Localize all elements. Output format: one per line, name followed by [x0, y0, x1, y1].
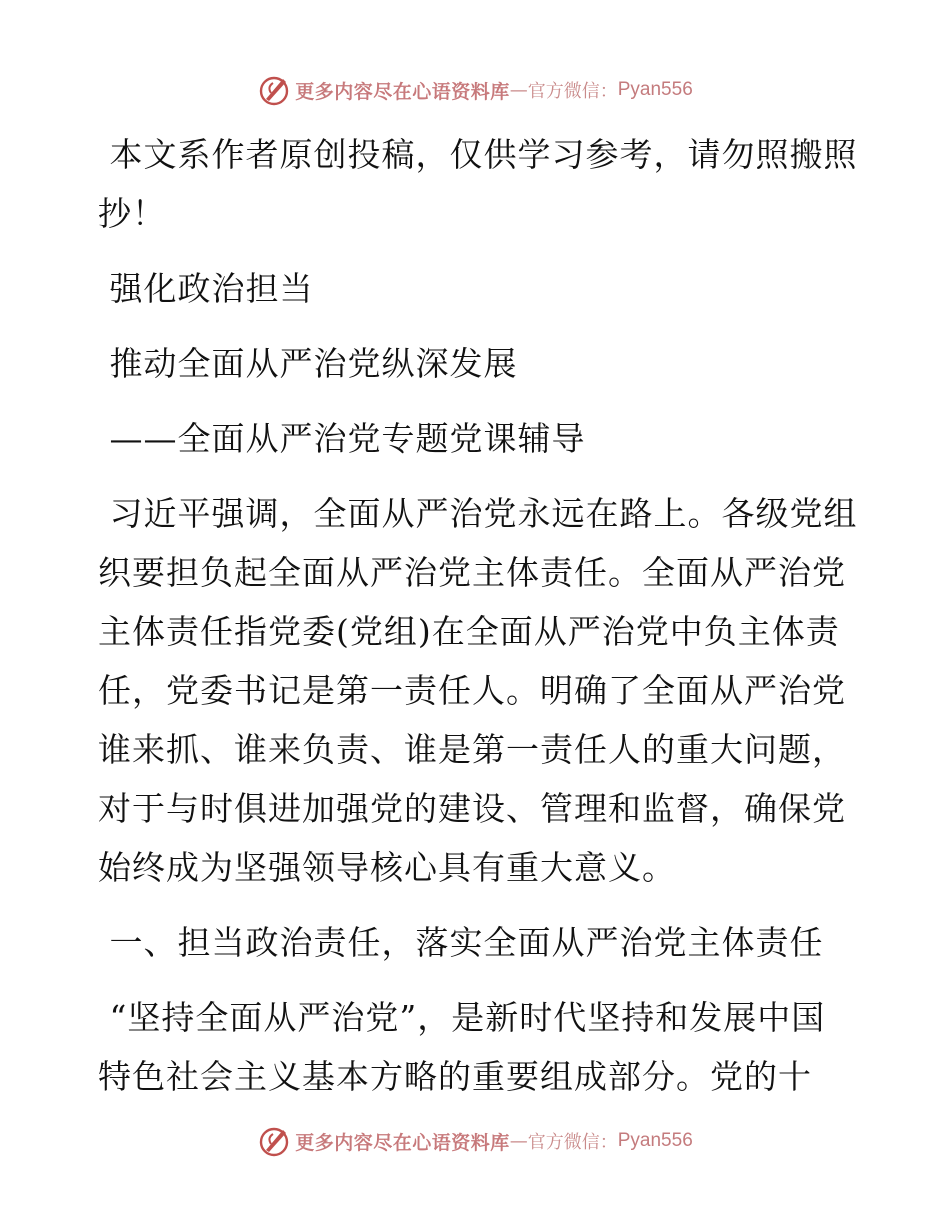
watermark-label: 官方微信：: [527, 1132, 618, 1153]
subtitle: ——全面从严治党专题党课辅导: [98, 419, 586, 458]
footer-watermark: [0, 1121, 950, 1161]
watermark-wechat-id: Pyan556: [617, 1130, 693, 1151]
header-watermark: [0, 70, 950, 110]
watermark-site: 更多内容尽在心语资料库: [295, 80, 510, 103]
title-line-1: 强化政治担当: [98, 269, 314, 308]
watermark-separator: —: [509, 79, 528, 101]
intro-paragraph: 习近平强调，全面从严治党永远在路上。各级党组织要担负起全面从严治党主体责任。全面从严治党主体责任指党委(党组)在全面从严治党中负主体责任，党委书记是第一责任人。明确了全面从严治党谁来抓、谁来负责、谁是第一责任人的重大问题，对于与时俱进加强党的建设、管理和监督，确保党始终成为坚强领导核心具有重大意义。: [98, 494, 858, 887]
quill-logo-icon: [257, 1124, 291, 1158]
notice-paragraph: 本文系作者原创投稿，仅供学习参考，请勿照搬照抄！: [98, 135, 858, 233]
section-1-paragraph: “坚持全面从严治党”，是新时代坚持和发展中国特色社会主义基本方略的重要组成部分。党的十: [98, 998, 826, 1096]
watermark-wechat-id: Pyan556: [617, 79, 693, 100]
watermark-label: 官方微信：: [527, 81, 618, 102]
title-line-2: 推动全面从严治党纵深发展: [98, 344, 518, 383]
watermark-separator: —: [509, 1130, 528, 1152]
watermark-site: 更多内容尽在心语资料库: [295, 1131, 510, 1154]
quill-logo-icon: [257, 73, 291, 107]
document-body: [98, 125, 858, 1106]
section-1-heading: 一、担当政治责任，落实全面从严治党主体责任: [98, 923, 824, 962]
